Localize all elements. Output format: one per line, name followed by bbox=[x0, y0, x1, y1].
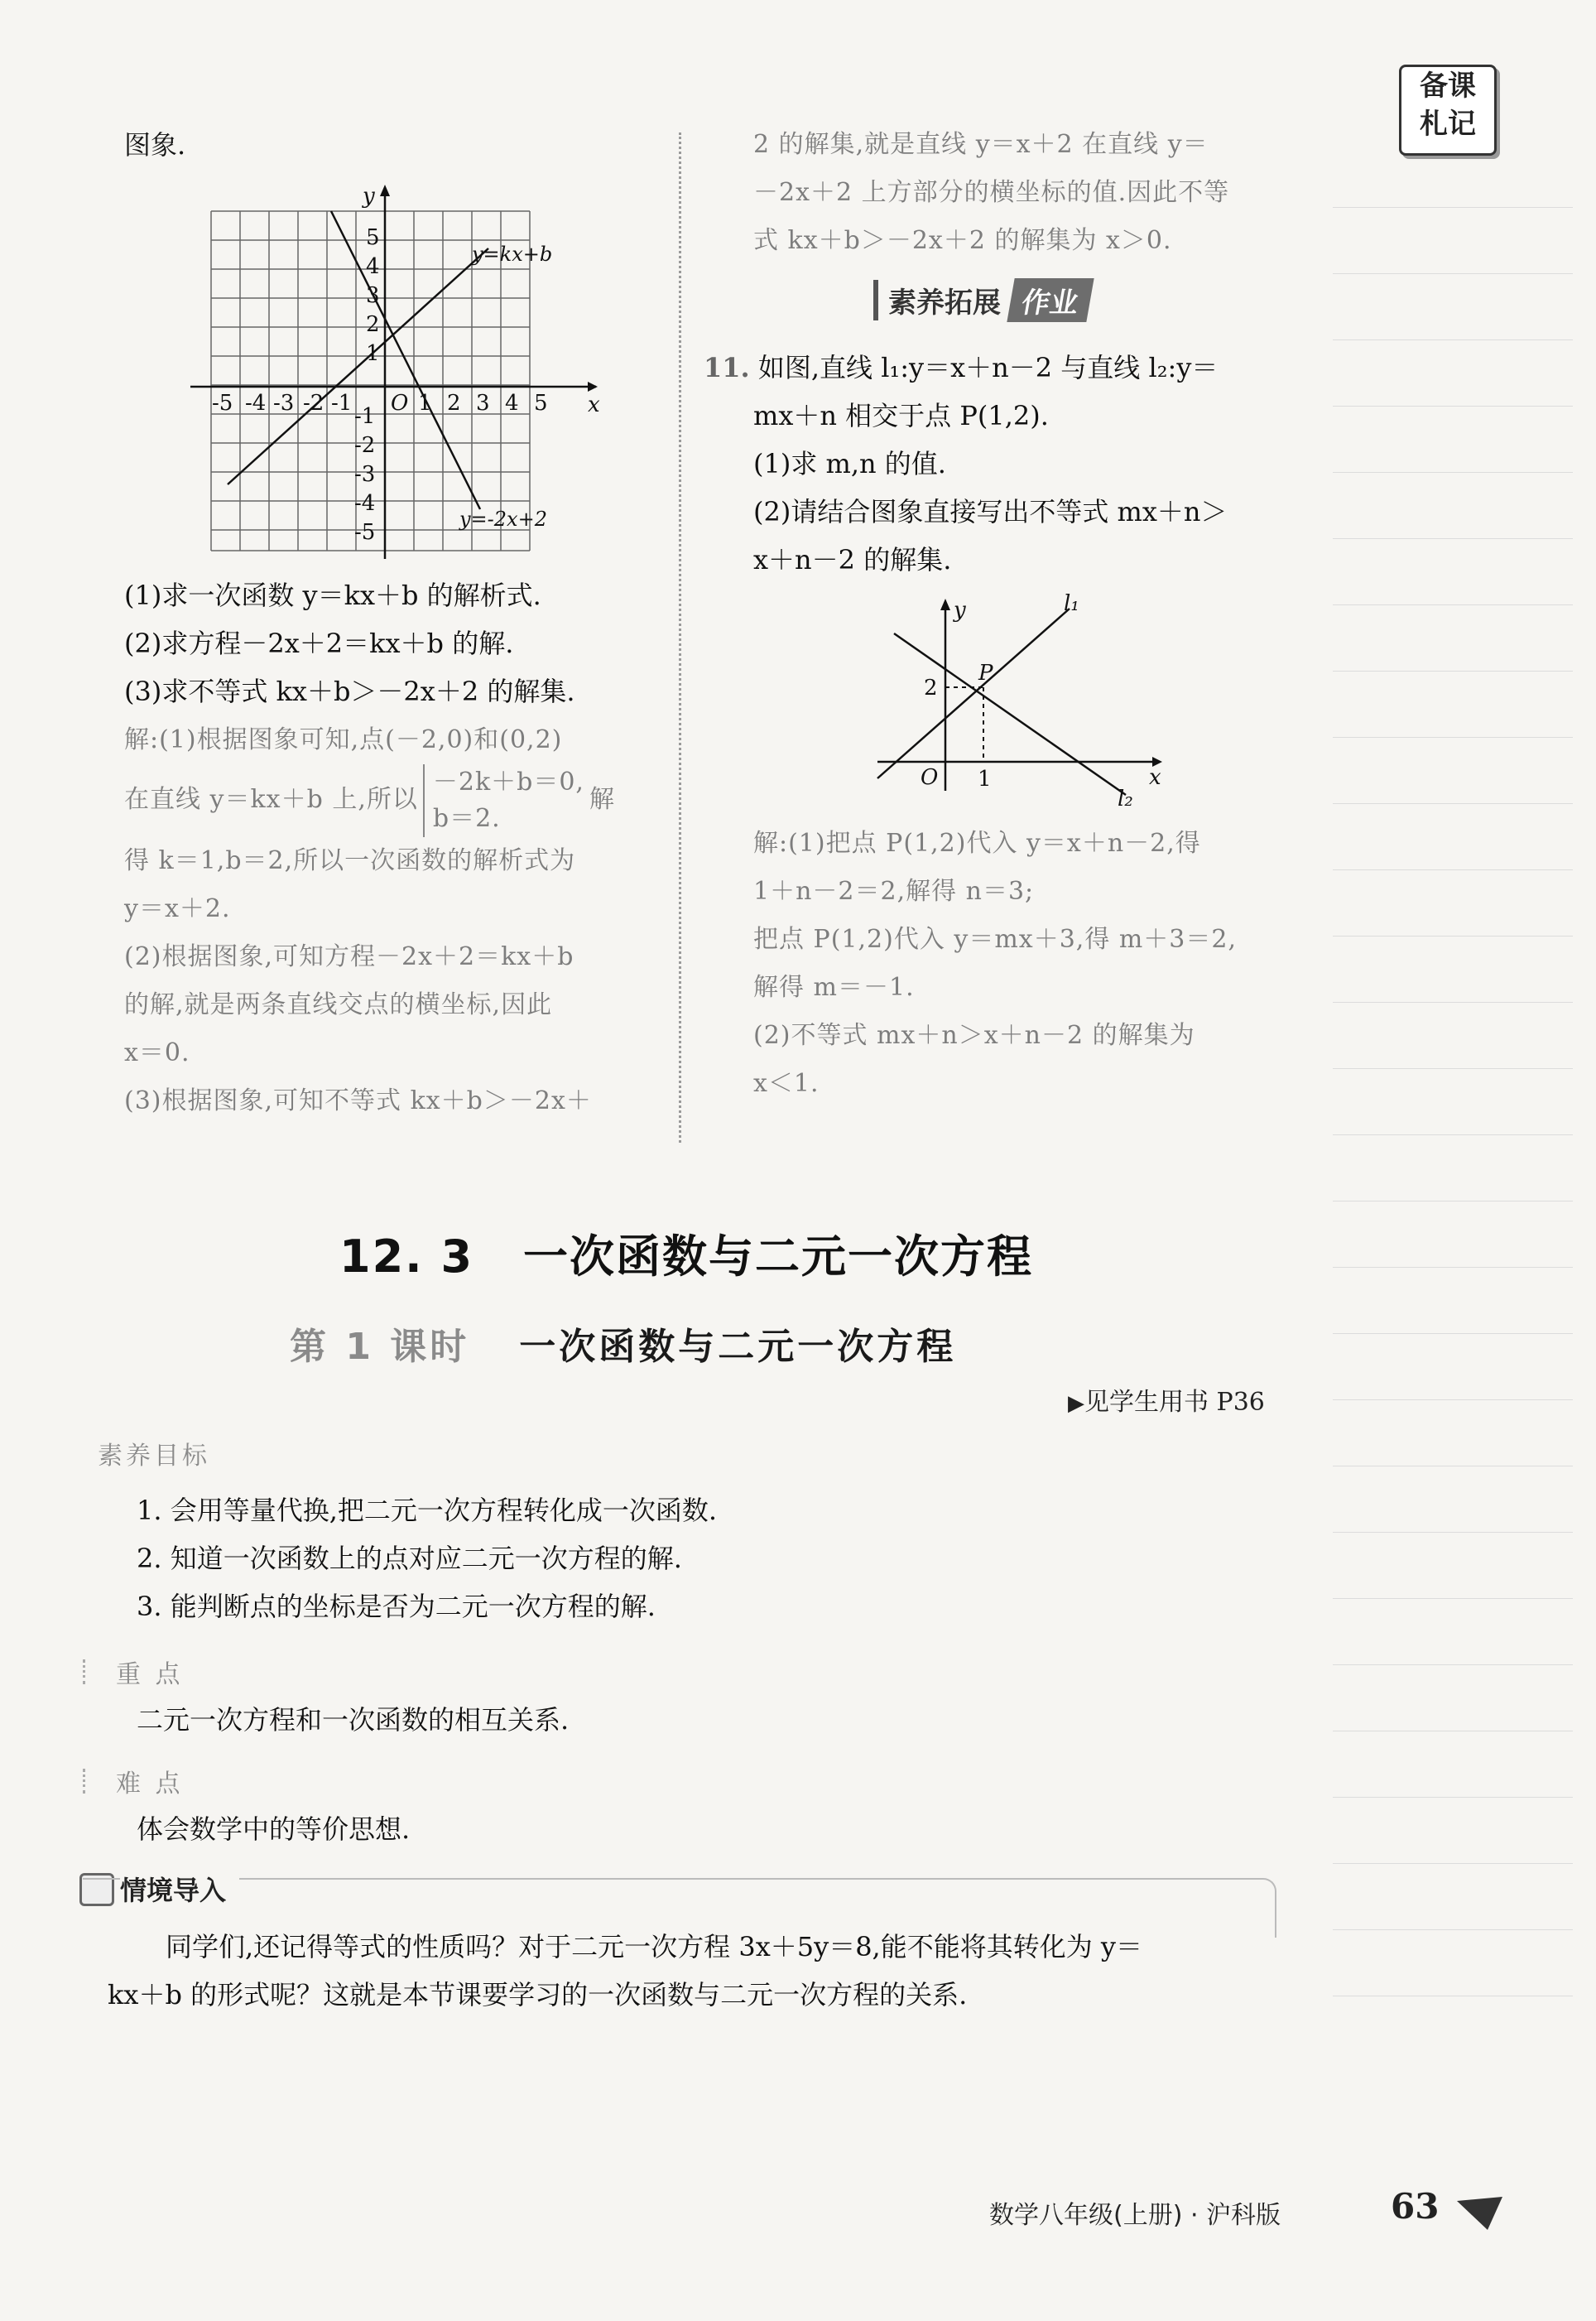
x-tick: -4 bbox=[245, 391, 267, 416]
y-tick: -3 bbox=[354, 462, 376, 487]
l1-label: l₁ bbox=[1064, 592, 1079, 616]
note-line bbox=[1333, 803, 1573, 804]
key-label: 重 点 bbox=[116, 1660, 184, 1689]
y-tick: 2 bbox=[366, 312, 380, 337]
left-answer bbox=[124, 716, 615, 1125]
triangle-icon: ▶ bbox=[1068, 1391, 1084, 1416]
note-line bbox=[1333, 604, 1573, 605]
y-tick: 4 bbox=[366, 254, 380, 279]
x-tick: 5 bbox=[534, 391, 548, 416]
extension-badge bbox=[873, 279, 1090, 320]
answer-line: 式 kx＋b＞－2x＋2 的解集为 x＞0. bbox=[753, 226, 1172, 255]
answer-line: x＝0. bbox=[124, 1038, 190, 1067]
note-line bbox=[1333, 1598, 1573, 1599]
note-line bbox=[1333, 671, 1573, 672]
key-marker bbox=[83, 1659, 89, 1684]
note-line bbox=[1333, 1068, 1573, 1069]
ref-text: 见学生用书 P36 bbox=[1084, 1388, 1265, 1417]
answer-line: 解:(1)根据图象可知,点(－2,0)和(0,2) bbox=[124, 725, 563, 754]
line-l1 bbox=[877, 609, 1070, 778]
answer-post: 解 bbox=[589, 785, 615, 814]
note-line bbox=[1333, 1532, 1573, 1533]
y-label: y bbox=[954, 598, 966, 623]
note-line bbox=[1333, 1333, 1573, 1334]
note-line bbox=[1333, 869, 1573, 870]
y-tick: 5 bbox=[366, 225, 380, 250]
x-tick: -1 bbox=[331, 391, 353, 416]
note-line bbox=[1333, 538, 1573, 539]
section-title-text: 一次函数与二元一次方程 bbox=[523, 1230, 1034, 1283]
system-eq-2: b＝2. bbox=[432, 804, 501, 833]
x-label: x bbox=[588, 392, 600, 417]
answer-line: 1＋n－2＝2,解得 n＝3; bbox=[753, 877, 1035, 906]
column-divider bbox=[679, 132, 681, 1143]
right-continuation bbox=[753, 121, 1229, 265]
note-line bbox=[1333, 1929, 1573, 1930]
y-tick: 1 bbox=[366, 341, 380, 366]
answer-line: (2)不等式 mx＋n＞x＋n－2 的解集为 bbox=[753, 1021, 1195, 1050]
question-3: (3)求不等式 kx＋b＞－2x＋2 的解集. bbox=[124, 676, 575, 707]
lesson-title bbox=[290, 1317, 956, 1370]
goal-item: 2. 知道一次函数上的点对应二元一次方程的解. bbox=[137, 1543, 682, 1574]
note-line bbox=[1333, 1863, 1573, 1864]
badge-line-1: 备课 bbox=[1420, 70, 1476, 103]
answer-line: 得 k＝1,b＝2,所以一次函数的解析式为 bbox=[124, 846, 576, 875]
student-book-ref bbox=[1068, 1381, 1265, 1418]
note-line bbox=[1333, 1002, 1573, 1003]
answer-line: 解:(1)把点 P(1,2)代入 y＝x＋n－2,得 bbox=[753, 829, 1201, 858]
intro-line: 同学们,还记得等式的性质吗？对于二元一次方程 3x＋5y＝8,能不能将其转化为 y＝ bbox=[166, 1931, 1142, 1962]
note-line bbox=[1333, 472, 1573, 473]
graph-right bbox=[869, 592, 1184, 807]
x-tick: 3 bbox=[476, 391, 490, 416]
x-tick: -3 bbox=[273, 391, 295, 416]
note-line bbox=[1333, 936, 1573, 937]
origin-label: O bbox=[921, 765, 939, 790]
line-y-eq-neg2x-plus-2 bbox=[331, 211, 480, 509]
y-tick: -1 bbox=[354, 404, 376, 429]
note-line bbox=[1333, 1664, 1573, 1665]
y-arrow-icon bbox=[380, 185, 390, 196]
note-line bbox=[1333, 406, 1573, 407]
badge-homework: 作业 bbox=[1007, 278, 1094, 322]
answer-line: x＜1. bbox=[753, 1069, 820, 1098]
answer-line: 把点 P(1,2)代入 y＝mx＋3,得 m＋3＝2, bbox=[753, 925, 1238, 954]
answer-line: (2)根据图象,可知方程－2x＋2＝kx＋b bbox=[124, 942, 574, 971]
difficulty-label: 难 点 bbox=[116, 1770, 184, 1799]
line-label-kxb: y=kx+b bbox=[472, 243, 553, 266]
q11-line: (2)请结合图象直接写出不等式 mx＋n＞ bbox=[753, 496, 1228, 527]
page-number: 63 bbox=[1391, 2186, 1440, 2227]
graph-left bbox=[182, 178, 613, 567]
point-p-label: P bbox=[978, 661, 993, 686]
x-arrow-icon bbox=[588, 382, 598, 392]
section-title bbox=[339, 1221, 1033, 1285]
y-tick: 3 bbox=[366, 283, 380, 308]
answer-line: 的解,就是两条直线交点的横坐标,因此 bbox=[124, 990, 553, 1019]
y-arrow-icon bbox=[940, 599, 950, 610]
answer-line: 解得 m＝－1. bbox=[753, 973, 915, 1002]
badge-label: 素养拓展 bbox=[873, 280, 1011, 320]
q11-line: x＋n－2 的解集. bbox=[753, 544, 952, 575]
left-top-fragment: 图象. bbox=[124, 129, 186, 161]
y-label: y bbox=[363, 184, 375, 209]
goals-label: 素养目标 bbox=[98, 1442, 210, 1471]
right-answer bbox=[753, 820, 1237, 1108]
line-label-neg2x: y=-2x+2 bbox=[459, 508, 547, 531]
x-tick: -2 bbox=[303, 391, 324, 416]
key-text: 二元一次方程和一次函数的相互关系. bbox=[137, 1704, 570, 1736]
y-tick: -4 bbox=[354, 491, 376, 516]
note-line bbox=[1333, 207, 1573, 208]
note-line bbox=[1333, 339, 1573, 340]
x-tick: 4 bbox=[505, 391, 519, 416]
question-number: 11. bbox=[704, 352, 750, 383]
answer-pre: 在直线 y＝kx＋b 上,所以 bbox=[124, 785, 418, 814]
x-label: x bbox=[1149, 765, 1161, 790]
goals-list bbox=[137, 1486, 717, 1630]
note-line bbox=[1333, 1267, 1573, 1268]
note-line bbox=[1333, 737, 1573, 738]
q11-line: mx＋n 相交于点 P(1,2). bbox=[753, 400, 1049, 431]
origin-label: O bbox=[391, 391, 409, 416]
lesson-title-text: 一次函数与二元一次方程 bbox=[519, 1326, 957, 1368]
intro-label: 情境导入 bbox=[120, 1870, 239, 1908]
x-tick: 2 bbox=[447, 391, 461, 416]
x-tick: -5 bbox=[212, 391, 233, 416]
answer-line: 2 的解集,就是直线 y＝x＋2 在直线 y＝ bbox=[753, 130, 1209, 159]
answer-line: (3)根据图象,可知不等式 kx＋b＞－2x＋ bbox=[124, 1086, 592, 1115]
goal-item: 3. 能判断点的坐标是否为二元一次方程的解. bbox=[137, 1591, 656, 1622]
y-tick: -2 bbox=[354, 433, 376, 458]
x-tick: 1 bbox=[418, 391, 432, 416]
badge-line-2: 札记 bbox=[1420, 108, 1476, 141]
l2-label: l₂ bbox=[1118, 787, 1133, 807]
intro-line: kx＋b 的形式呢？这就是本节课要学习的一次函数与二元一次方程的关系. bbox=[108, 1979, 968, 2010]
answer-line: －2x＋2 上方部分的横坐标的值.因此不等 bbox=[753, 178, 1230, 207]
footer-arrow-icon bbox=[1453, 2193, 1511, 2234]
lesson-label: 第 1 课时 bbox=[290, 1326, 470, 1368]
note-line bbox=[1333, 1797, 1573, 1798]
prep-notes-badge bbox=[1399, 65, 1497, 156]
note-line bbox=[1333, 1134, 1573, 1135]
question-1: (1)求一次函数 y＝kx＋b 的解析式. bbox=[124, 580, 541, 611]
left-questions bbox=[124, 571, 575, 715]
q11-line: 如图,直线 l₁:y＝x＋n－2 与直线 l₂:y＝ bbox=[757, 352, 1219, 383]
tick-y-2: 2 bbox=[924, 676, 938, 701]
y-tick: -5 bbox=[354, 520, 376, 545]
system-eq-1: －2k＋b＝0, bbox=[432, 768, 584, 797]
goal-item: 1. 会用等量代换,把二元一次方程转化成一次函数. bbox=[137, 1495, 718, 1526]
tick-x-1: 1 bbox=[978, 767, 992, 792]
difficulty-marker bbox=[83, 1769, 89, 1794]
intro-text bbox=[108, 1923, 1142, 2019]
note-line bbox=[1333, 1399, 1573, 1400]
section-number: 12. 3 bbox=[339, 1230, 474, 1283]
answer-line-system bbox=[124, 764, 615, 837]
answer-line: y＝x＋2. bbox=[124, 894, 231, 923]
footer-book: 数学八年级(上册) · 沪科版 bbox=[989, 2201, 1281, 2230]
difficulty-text: 体会数学中的等价思想. bbox=[137, 1813, 411, 1845]
equation-system bbox=[423, 764, 584, 837]
note-line bbox=[1333, 273, 1573, 274]
q11-line: (1)求 m,n 的值. bbox=[753, 448, 946, 479]
question-2: (2)求方程－2x＋2＝kx＋b 的解. bbox=[124, 628, 514, 659]
question-11 bbox=[704, 344, 1228, 584]
